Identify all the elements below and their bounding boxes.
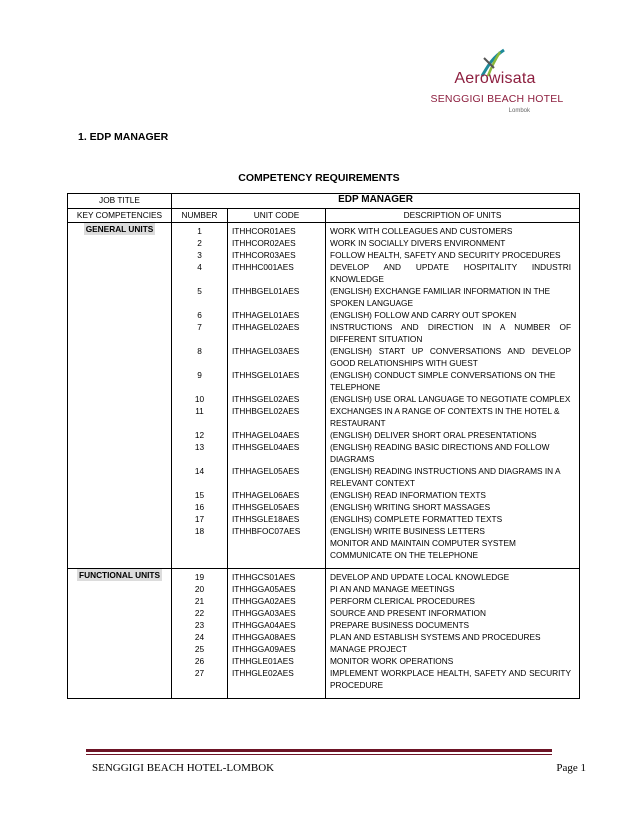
unit-number: 4 [172, 261, 228, 285]
unit-code: ITHHAGEL05AES [228, 465, 326, 489]
unit-code: ITHHCOR01AES [228, 223, 326, 238]
unit-number: 5 [172, 285, 228, 309]
unit-number: 12 [172, 429, 228, 441]
functional-units-label: FUNCTIONAL UNITS [79, 570, 160, 580]
logo-location-text: Lombok [508, 108, 530, 114]
unit-code: ITHHHC001AES [228, 261, 326, 285]
unit-description: MANAGE PROJECT [326, 643, 580, 655]
unit-code: ITHHSGEL02AES [228, 393, 326, 405]
unit-code: ITHHAGEL02AES [228, 321, 326, 345]
unit-description: (ENGLISH) FOLLOW AND CARRY OUT SPOKEN [326, 309, 580, 321]
unit-code [228, 549, 326, 561]
document-heading: 1. EDP MANAGER [78, 131, 169, 143]
col-header-description: DESCRIPTION OF UNITS [326, 209, 580, 223]
section-title: COMPETENCY REQUIREMENTS [238, 172, 400, 184]
unit-number [172, 549, 228, 561]
job-title-value: EDP MANAGER [172, 194, 580, 209]
general-units-label-cell [68, 223, 172, 569]
unit-description: PREPARE BUSINESS DOCUMENTS [326, 619, 580, 631]
unit-number: 16 [172, 501, 228, 513]
unit-description: INSTRUCTIONS AND DIRECTION IN A NUMBER OF DIFFERENT SITUATION [326, 321, 580, 345]
unit-number: 3 [172, 249, 228, 261]
unit-code: ITHHAGEL06AES [228, 489, 326, 501]
functional-units-section [68, 569, 580, 699]
unit-description: WORK IN SOCIALLY DIVERS ENVIRONMENT [326, 237, 580, 249]
unit-number: 9 [172, 369, 228, 393]
spacer-cell [326, 691, 580, 699]
unit-number: 17 [172, 513, 228, 525]
column-header-row [68, 209, 580, 223]
col-header-number: NUMBER [172, 209, 228, 223]
unit-code: ITHHCOR03AES [228, 249, 326, 261]
col-header-unit-code: UNIT CODE [228, 209, 326, 223]
unit-description: (ENGLISH) WRITING SHORT MASSAGES [326, 501, 580, 513]
unit-code: ITHHGGA09AES [228, 643, 326, 655]
functional-units-label-cell [68, 569, 172, 699]
col-header-key: KEY COMPETENCIES [68, 209, 172, 223]
unit-code: ITHHSGLE18AES [228, 513, 326, 525]
logo-brand-text: Aerowisata [454, 70, 536, 87]
unit-description: (ENGLISH) WRITE BUSINESS LETTERS [326, 525, 580, 537]
unit-description: FOLLOW HEALTH, SAFETY AND SECURITY PROCEDURES [326, 249, 580, 261]
unit-number: 6 [172, 309, 228, 321]
unit-description: (ENGLISH) CONDUCT SIMPLE CONVERSATIONS ON THE TELEPHONE [326, 369, 580, 393]
spacer-cell [228, 561, 326, 569]
unit-description: MONITOR WORK OPERATIONS [326, 655, 580, 667]
unit-number: 21 [172, 595, 228, 607]
unit-code [228, 537, 326, 549]
unit-description: PERFORM CLERICAL PROCEDURES [326, 595, 580, 607]
unit-code: ITHHCOR02AES [228, 237, 326, 249]
table-row [68, 569, 580, 584]
logo-hotel-text: SENGGIGI BEACH HOTEL [430, 93, 564, 105]
unit-code: ITHHBGEL01AES [228, 285, 326, 309]
unit-code: ITHHGGA03AES [228, 607, 326, 619]
spacer-cell [172, 691, 228, 699]
unit-description: PLAN AND ESTABLISH SYSTEMS AND PROCEDURES [326, 631, 580, 643]
competency-table [67, 193, 580, 699]
unit-number: 25 [172, 643, 228, 655]
unit-number: 27 [172, 667, 228, 691]
footer-hotel-name: SENGGIGI BEACH HOTEL-LOMBOK [92, 762, 275, 774]
unit-code: ITHHAGEL04AES [228, 429, 326, 441]
unit-number: 18 [172, 525, 228, 537]
unit-description: MONITOR AND MAINTAIN COMPUTER SYSTEM [326, 537, 580, 549]
unit-description: (ENGLISH) READING BASIC DIRECTIONS AND FOLLOW DIAGRAMS [326, 441, 580, 465]
footer-rule-thick [86, 749, 552, 752]
unit-code: ITHHAGEL03AES [228, 345, 326, 369]
unit-code: ITHHGLE01AES [228, 655, 326, 667]
general-units-section [68, 223, 580, 569]
unit-code: ITHHGGA04AES [228, 619, 326, 631]
general-units-label: GENERAL UNITS [85, 224, 154, 234]
footer-rule-thin [86, 754, 552, 755]
footer-page-number: Page 1 [556, 762, 586, 774]
unit-code: ITHHAGEL01AES [228, 309, 326, 321]
unit-description: EXCHANGES IN A RANGE OF CONTEXTS IN THE HOTEL & RESTAURANT [326, 405, 580, 429]
unit-number: 7 [172, 321, 228, 345]
unit-number: 15 [172, 489, 228, 501]
unit-description: (ENGLIHS) COMPLETE FORMATTED TEXTS [326, 513, 580, 525]
unit-description: SOURCE AND PRESENT INFORMATION [326, 607, 580, 619]
unit-number: 19 [172, 569, 228, 584]
unit-number: 1 [172, 223, 228, 238]
unit-number: 11 [172, 405, 228, 429]
unit-description: (ENGLISH) EXCHANGE FAMILIAR INFORMATION IN THE SPOKEN LANGUAGE [326, 285, 580, 309]
table-row [68, 223, 580, 238]
unit-number [172, 537, 228, 549]
unit-description: DEVELOP AND UPDATE LOCAL KNOWLEDGE [326, 569, 580, 584]
unit-code: ITHHGGA08AES [228, 631, 326, 643]
job-title-label: JOB TITLE [68, 194, 172, 209]
unit-code: ITHHGLE02AES [228, 667, 326, 691]
unit-code: ITHHGGA05AES [228, 583, 326, 595]
spacer-cell [228, 691, 326, 699]
unit-code: ITHHSGEL05AES [228, 501, 326, 513]
unit-description: WORK WITH COLLEAGUES AND CUSTOMERS [326, 223, 580, 238]
unit-description: (ENGLISH) READ INFORMATION TEXTS [326, 489, 580, 501]
spacer-cell [326, 561, 580, 569]
unit-code: ITHHGCS01AES [228, 569, 326, 584]
spacer-cell [172, 561, 228, 569]
job-title-row [68, 194, 580, 209]
unit-description: (ENGLISH) READING INSTRUCTIONS AND DIAGRAMS IN A RELEVANT CONTEXT [326, 465, 580, 489]
unit-number: 26 [172, 655, 228, 667]
unit-number: 10 [172, 393, 228, 405]
unit-description: COMMUNICATE ON THE TELEPHONE [326, 549, 580, 561]
unit-number: 24 [172, 631, 228, 643]
unit-description: (ENGLISH) DELIVER SHORT ORAL PRESENTATIONS [326, 429, 580, 441]
unit-code: ITHHSGEL04AES [228, 441, 326, 465]
unit-number: 14 [172, 465, 228, 489]
unit-code: ITHHSGEL01AES [228, 369, 326, 393]
hotel-logo [430, 48, 570, 120]
unit-number: 2 [172, 237, 228, 249]
unit-description: (ENGLISH) USE ORAL LANGUAGE TO NEGOTIATE COMPLEX [326, 393, 580, 405]
unit-code: ITHHBFOC07AES [228, 525, 326, 537]
unit-number: 22 [172, 607, 228, 619]
unit-number: 23 [172, 619, 228, 631]
unit-number: 8 [172, 345, 228, 369]
unit-description: PI AN AND MANAGE MEETINGS [326, 583, 580, 595]
unit-number: 13 [172, 441, 228, 465]
unit-description: IMPLEMENT WORKPLACE HEALTH, SAFETY AND SECURITY PROCEDURE [326, 667, 580, 691]
unit-code: ITHHBGEL02AES [228, 405, 326, 429]
unit-description: DEVELOP AND UPDATE HOSPITALITY INDUSTRI KNOWLEDGE [326, 261, 580, 285]
unit-code: ITHHGGA02AES [228, 595, 326, 607]
unit-description: (ENGLISH) START UP CONVERSATIONS AND DEVELOP GOOD RELATIONSHIPS WITH GUEST [326, 345, 580, 369]
unit-number: 20 [172, 583, 228, 595]
